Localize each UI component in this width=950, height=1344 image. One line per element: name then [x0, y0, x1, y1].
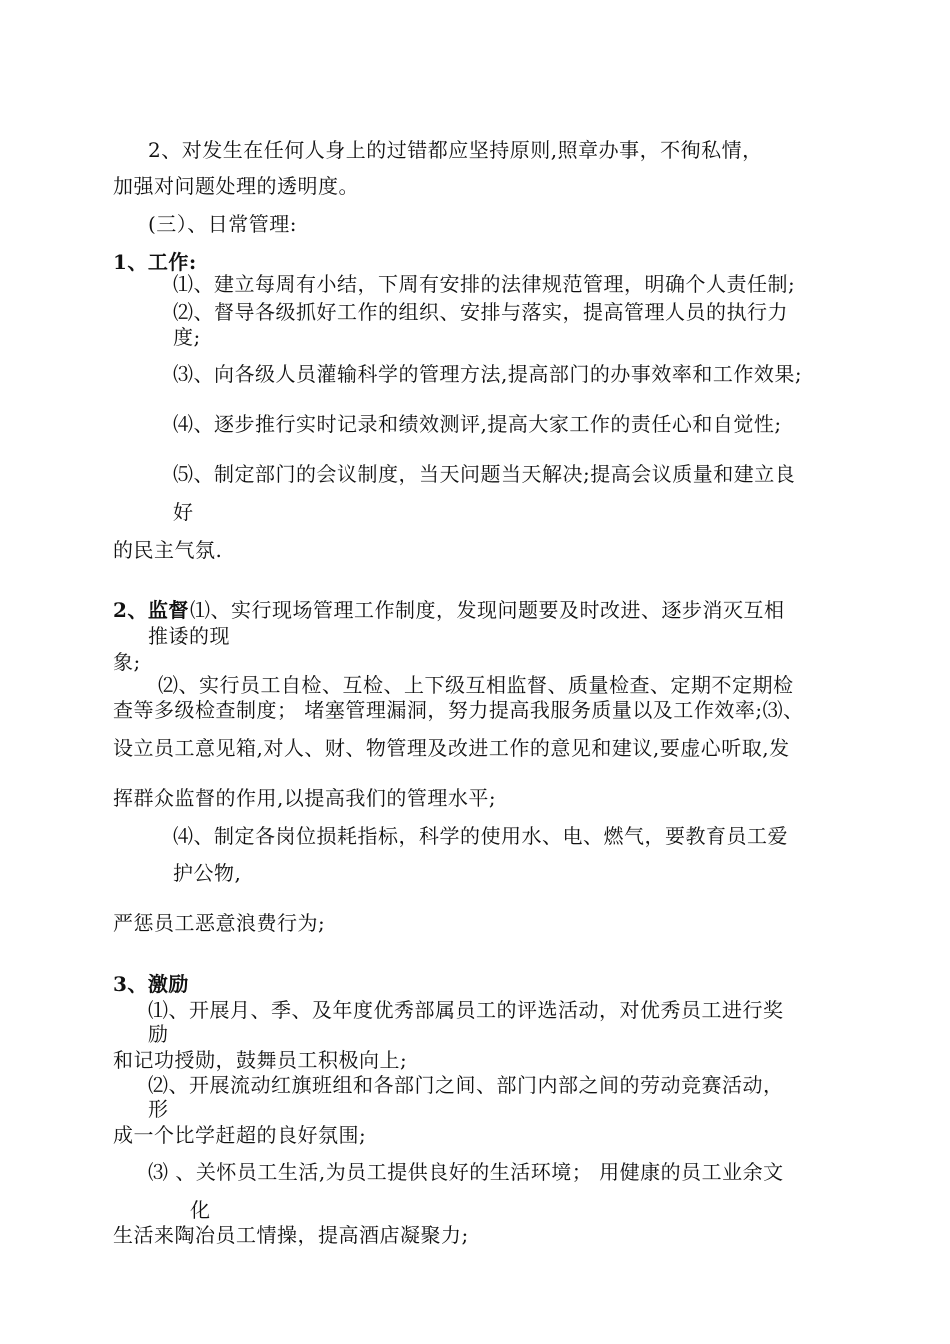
list-item-line: ⑴、开展月、季、及年度优秀部属员工的评选活动，对优秀员工进行奖: [148, 998, 784, 1022]
list-item-line: 度;: [173, 325, 201, 349]
paragraph-line: 成一个比学赶超的良好氛围;: [113, 1123, 367, 1147]
list-item-line: ⑵、开展流动红旗班组和各部门之间、部门内部之间的劳动竞赛活动，: [148, 1073, 784, 1097]
list-item-line: ⑸、制定部门的会议制度，当天问题当天解决;提高会议质量和建立良: [173, 462, 796, 486]
paragraph-line: 查等多级检查制度； 堵塞管理漏洞，努力提高我服务质量以及工作效率;⑶、: [113, 698, 804, 722]
paragraph-line: 挥群众监督的作用,以提高我们的管理水平;: [113, 786, 497, 810]
list-item-line: ⑶、向各级人员灌输科学的管理方法,提高部门的办事效率和工作效果;: [173, 362, 803, 386]
section-heading: (三）、日常管理:: [148, 212, 298, 236]
paragraph-line: 严惩员工恶意浪费行为;: [113, 911, 326, 935]
list-item-line: 好: [173, 500, 194, 524]
list-item-line: ⑴、实行现场管理工作制度，发现问题要及时改进、逐步消灭互相: [190, 598, 785, 622]
list-item-line: ⑷、制定各岗位损耗指标，科学的使用水、电、燃气，要教育员工爱: [173, 824, 788, 848]
list-item-line: 形: [148, 1097, 169, 1121]
list-item-line: ⑵、督导各级抓好工作的组织、安排与落实，提高管理人员的执行力: [173, 300, 788, 324]
paragraph-line: 加强对问题处理的透明度。: [113, 174, 359, 198]
subsection-heading-supervision: 2、监督: [113, 598, 189, 622]
paragraph-line: 生活来陶冶员工情操，提高酒店凝聚力;: [113, 1223, 469, 1247]
paragraph-line: 设立员工意见箱,对人、财、物管理及改进工作的意见和建议,要虚心听取,发: [113, 736, 790, 760]
list-item-line: 化: [190, 1198, 211, 1222]
list-item-line: ⑴、建立每周有小结，下周有安排的法律规范管理，明确个人责任制;: [173, 272, 796, 296]
list-item-line: ⑷、逐步推行实时记录和绩效测评,提高大家工作的责任心和自觉性;: [173, 412, 782, 436]
paragraph-line: 和记功授勋，鼓舞员工积极向上;: [113, 1048, 408, 1072]
list-item-line: ⑵、实行员工自检、互检、上下级互相监督、质量检查、定期不定期检: [158, 673, 794, 697]
subsection-heading-work: 1、工作:: [113, 250, 197, 274]
paragraph-line: 的民主气氛.: [113, 538, 223, 562]
list-item-line: 象;: [113, 650, 141, 674]
list-item-line: 推诿的现: [148, 624, 230, 648]
paragraph-line: 2、对发生在任何人身上的过错都应坚持原则,照章办事，不徇私情，: [148, 138, 763, 162]
subsection-heading-incentive: 3、激励: [113, 972, 189, 996]
list-item-line: ⑶ 、关怀员工生活,为员工提供良好的生活环境； 用健康的员工业余文: [148, 1160, 784, 1184]
list-item-line: 护公物,: [173, 861, 242, 885]
list-item-line: 励: [148, 1022, 169, 1046]
